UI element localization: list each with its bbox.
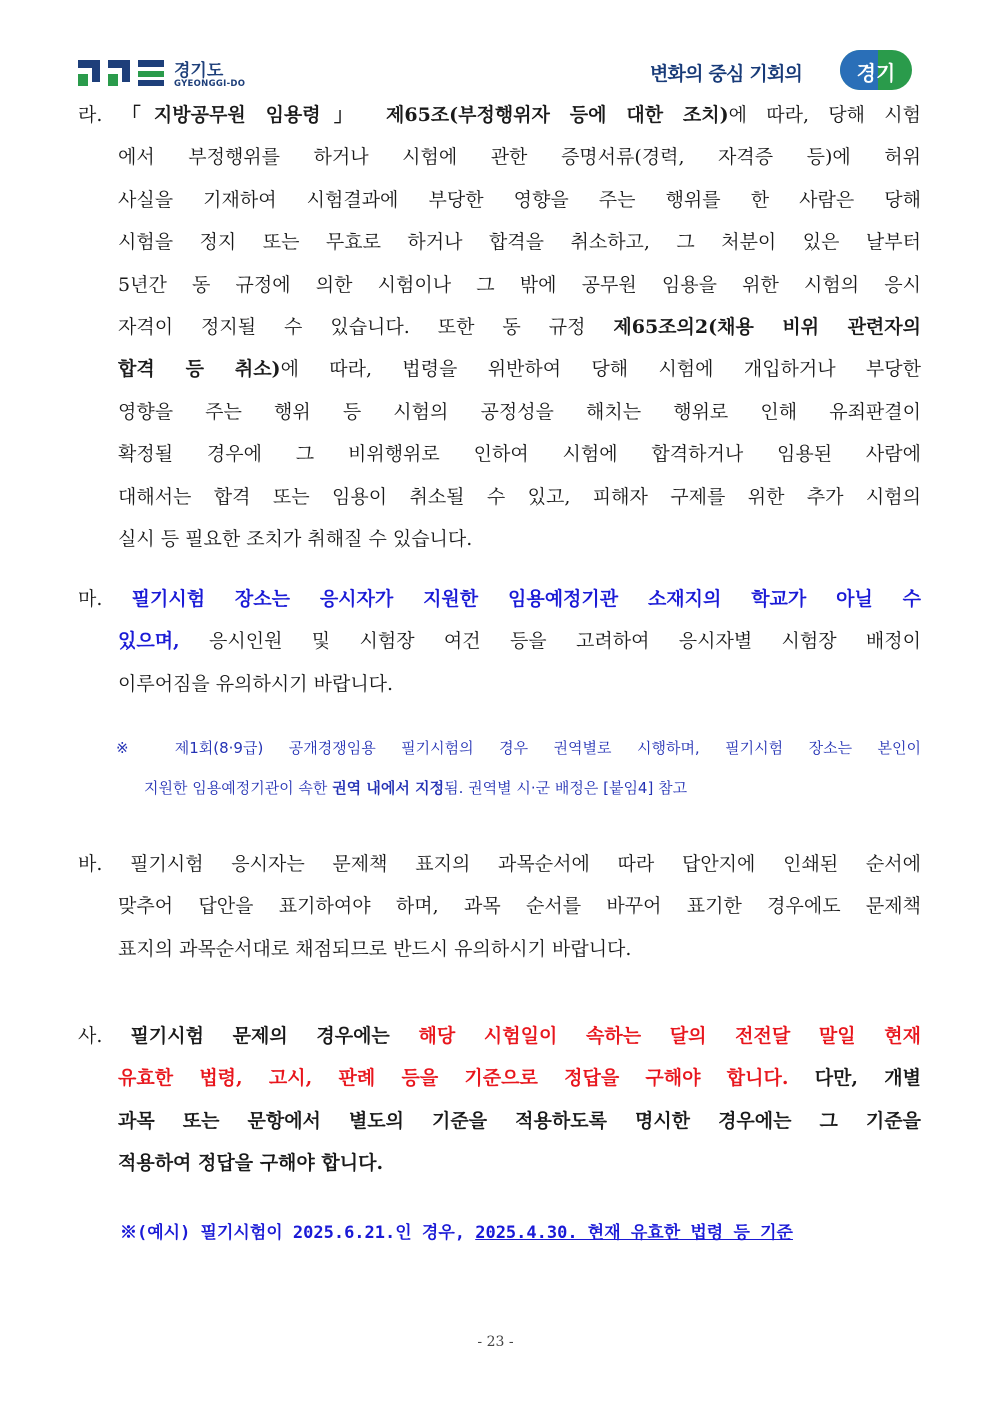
ra-bold-citation: 「지방공무원 임용령」 제65조(부정행위자 등에 대한 조치) (121, 104, 729, 126)
sa-prefix: 사. (78, 1025, 131, 1047)
ra-line-5: 5년간 동 규정에 의한 시험이나 그 밖에 공무원 임용을 위한 시험의 응시 (118, 273, 921, 296)
logo-name: 경기도 (174, 61, 224, 81)
ba-line-1: 바. 필기시험 응시자는 문제책 표지의 과목순서에 따라 답안지에 인쇄된 순서에 (78, 853, 921, 875)
ma-highlight-end: 있으며, (118, 630, 180, 653)
ma-line-2 (78, 620, 921, 662)
ma-line-1 (78, 578, 921, 620)
ma-note-text: 지원한 임용예정기관이 속한 (144, 779, 333, 797)
sa-bold: 필기시험 문제의 경우에는 (130, 1025, 419, 1047)
ma-note (116, 728, 921, 808)
ra-prefix: 라. (78, 104, 122, 126)
ra-line-11: 실시 등 필요한 조치가 취해질 수 있습니다. (118, 527, 473, 550)
ra-line-6 (78, 306, 921, 348)
ra-line-8: 영향을 주는 행위 등 시험의 공정성을 해치는 행위로 인해 유죄판결이 (118, 400, 921, 423)
section-ba (78, 843, 921, 970)
ba-line-3: 표지의 과목순서대로 채점되므로 반드시 유의하시기 바랍니다. (118, 937, 632, 960)
ra-text: 에 따라, 법령을 위반하여 당해 시험에 개입하거나 부당한 (280, 358, 921, 381)
ma-prefix: 마. (78, 588, 132, 610)
ma-text: 응시인원 및 시험장 여건 등을 고려하여 응시자별 시험장 배정이 (179, 630, 921, 653)
sa-example-underlined: 2025.4.30. 현재 유효한 법령 등 기준 (475, 1223, 793, 1243)
ma-note-text: 됨. 권역별 시·군 배정은 [붙임4] 참고 (444, 779, 688, 797)
ra-line-3: 사실을 기재하여 시험결과에 부당한 영향을 주는 행위를 한 사람은 당해 (118, 188, 921, 211)
section-ma (78, 578, 921, 705)
sa-example-text: ※(예시) 필기시험이 2025.6.21.인 경우, (120, 1223, 476, 1243)
section-ra (78, 94, 921, 560)
ra-bold-citation-2-end: 합격 등 취소) (118, 358, 281, 381)
sa-example-note (120, 1215, 793, 1251)
page-number: - 23 - (477, 1334, 514, 1350)
ra-text: 자격이 정지될 수 있습니다. 또한 동 규정 (118, 315, 614, 338)
ma-line-3: 이루어짐을 유의하시기 바랍니다. (118, 672, 394, 695)
sa-bold: 다만, 개별 (788, 1067, 921, 1090)
slogan-text: 변화의 중심 기회의 (650, 63, 803, 85)
sa-red-highlight-end: 유효한 법령, 고시, 판례 등을 기준으로 정답을 구해야 합니다. (118, 1067, 789, 1090)
slogan (650, 48, 920, 92)
slogan-badge-text: 경기 (856, 61, 896, 85)
sa-line-4: 적용하여 정답을 구해야 합니다. (118, 1152, 384, 1175)
ra-text: 에 따라, 당해 시험 (728, 104, 921, 126)
ma-note-bold: 권역 내에서 지정 (332, 779, 445, 797)
ra-line-2: 에서 부정행위를 하거나 시험에 관한 증명서류(경력, 자격증 등)에 허위 (118, 146, 921, 169)
ra-bold-citation-2: 제65조의2(채용 비위 관련자의 (613, 315, 921, 338)
ma-note-line-1: ※ 제1회(8·9급) 공개경쟁임용 필기시험의 경우 권역별로 시행하며, 필기시험 장소는 본인이 (116, 739, 921, 757)
gyeonggi-logo-icon (78, 56, 168, 88)
ra-line-1 (78, 94, 921, 136)
ra-line-9: 확정될 경우에 그 비위행위로 인하여 시험에 합격하거나 임용된 사람에 (118, 443, 921, 466)
logo-subtitle: GYEONGGI-DO (174, 79, 246, 89)
ra-line-7 (78, 348, 921, 390)
ba-line-2: 맞추어 답안을 표기하여야 하며, 과목 순서를 바꾸어 표기한 경우에도 문제책 (118, 895, 921, 918)
gyeonggi-logo (78, 56, 248, 96)
slogan-badge (840, 50, 912, 90)
ma-note-line-2 (116, 768, 921, 808)
sa-line-3: 과목 또는 문항에서 별도의 기준을 적용하도록 명시한 경우에는 그 기준을 (118, 1109, 921, 1132)
sa-red-highlight: 해당 시험일이 속하는 달의 전전달 말일 현재 (418, 1025, 921, 1047)
ra-line-4: 시험을 정지 또는 무효로 하거나 합격을 취소하고, 그 처분이 있은 날부터 (118, 231, 921, 254)
sa-line-2 (78, 1057, 921, 1099)
ra-line-10: 대해서는 합격 또는 임용이 취소될 수 있고, 피해자 구제를 위한 추가 시험의 (118, 485, 921, 508)
section-sa (78, 1015, 921, 1185)
sa-line-1 (78, 1015, 921, 1057)
ma-highlight: 필기시험 장소는 응시자가 지원한 임용예정기관 소재지의 학교가 아닐 수 (131, 588, 922, 610)
